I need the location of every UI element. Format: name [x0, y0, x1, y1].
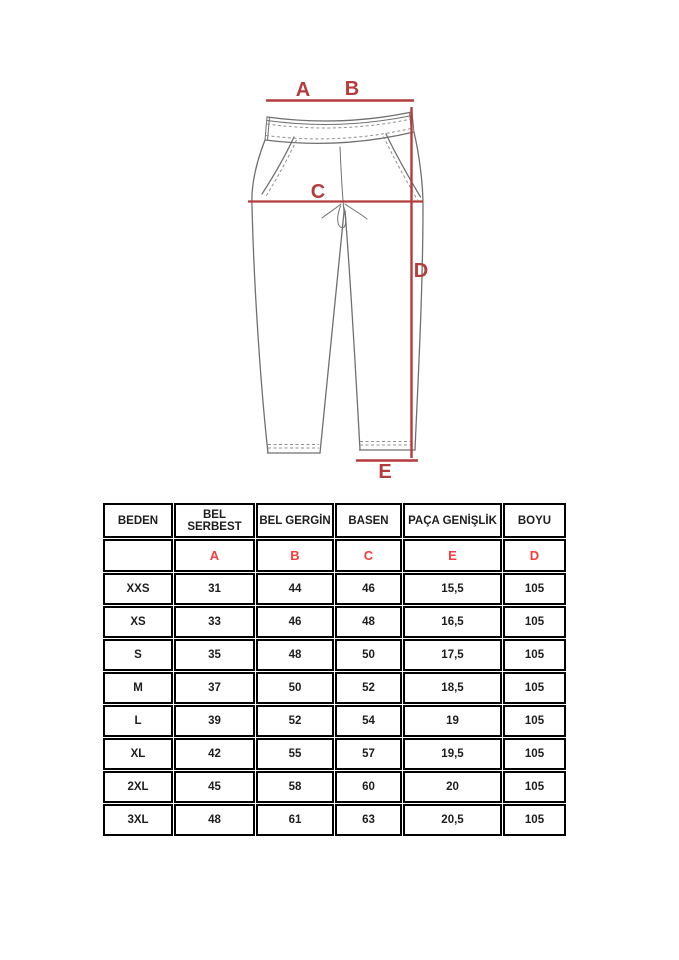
diagram-label-c: C	[310, 181, 326, 203]
table-row	[103, 639, 566, 671]
value-cell: 46	[256, 606, 334, 638]
drawstring-loop	[338, 206, 346, 228]
header-bel-serbest: BEL SERBEST	[174, 503, 255, 538]
value-cell: 50	[335, 639, 402, 671]
value-cell: 17,5	[403, 639, 502, 671]
diagram-label-b: B	[344, 78, 360, 100]
left-pocket-curve	[262, 137, 294, 194]
size-cell: 2XL	[103, 771, 173, 803]
value-cell: 58	[256, 771, 334, 803]
value-cell: 54	[335, 705, 402, 737]
value-cell: 15,5	[403, 573, 502, 605]
value-cell: 105	[503, 771, 566, 803]
header-paca-genislik: PAÇA GENİŞLİK	[403, 503, 502, 538]
value-cell: 48	[256, 639, 334, 671]
table-row	[103, 771, 566, 803]
value-cell: 105	[503, 672, 566, 704]
table-header-row	[103, 503, 566, 538]
diagram-label-a: A	[295, 79, 311, 101]
value-cell: 19,5	[403, 738, 502, 770]
left-leg-inseam	[320, 212, 344, 453]
value-cell: 44	[256, 573, 334, 605]
value-cell: 20,5	[403, 804, 502, 836]
value-cell: 57	[335, 738, 402, 770]
value-cell: 50	[256, 672, 334, 704]
left-side-seam	[252, 140, 268, 453]
size-cell: L	[103, 705, 173, 737]
value-cell: 52	[256, 705, 334, 737]
value-cell: 35	[174, 639, 255, 671]
value-cell: 105	[503, 738, 566, 770]
diagram-label-e: E	[378, 461, 392, 483]
header-beden: BEDEN	[103, 503, 173, 538]
value-cell: 105	[503, 573, 566, 605]
size-cell: XS	[103, 606, 173, 638]
value-cell: 48	[335, 606, 402, 638]
size-cell: S	[103, 639, 173, 671]
value-cell: 20	[403, 771, 502, 803]
header-bel-gergin: BEL GERGİN	[256, 503, 334, 538]
value-cell: 60	[335, 771, 402, 803]
value-cell: 55	[256, 738, 334, 770]
value-cell: 63	[335, 804, 402, 836]
value-cell: 33	[174, 606, 255, 638]
value-cell: 61	[256, 804, 334, 836]
size-table	[102, 502, 567, 837]
right-leg-inseam	[345, 211, 360, 450]
value-cell: 105	[503, 639, 566, 671]
letter-cell-blank	[103, 539, 173, 572]
value-cell: 37	[174, 672, 255, 704]
table-row	[103, 705, 566, 737]
letter-cell-a: A	[174, 539, 255, 572]
value-cell: 16,5	[403, 606, 502, 638]
header-basen: BASEN	[335, 503, 402, 538]
letter-cell-d: D	[503, 539, 566, 572]
size-cell: 3XL	[103, 804, 173, 836]
table-row	[103, 672, 566, 704]
table-row	[103, 573, 566, 605]
letter-cell-c: C	[335, 539, 402, 572]
value-cell: 52	[335, 672, 402, 704]
size-cell: M	[103, 672, 173, 704]
table-row	[103, 738, 566, 770]
header-boyu: BOYU	[503, 503, 566, 538]
table-letters-row	[103, 539, 566, 572]
value-cell: 105	[503, 804, 566, 836]
table-row	[103, 804, 566, 836]
value-cell: 46	[335, 573, 402, 605]
value-cell: 105	[503, 606, 566, 638]
value-cell: 48	[174, 804, 255, 836]
value-cell: 19	[403, 705, 502, 737]
waistband-bottom-edge	[265, 132, 414, 143]
table-row	[103, 606, 566, 638]
right-pocket-curve	[386, 134, 421, 197]
right-side-seam	[414, 132, 423, 450]
diagram-label-d: D	[413, 260, 429, 282]
left-hem-stitch	[268, 445, 319, 449]
value-cell: 45	[174, 771, 255, 803]
right-hem-stitch	[360, 442, 414, 446]
value-cell: 31	[174, 573, 255, 605]
letter-cell-b: B	[256, 539, 334, 572]
left-pocket-stitch	[266, 140, 297, 197]
size-cell: XXS	[103, 573, 173, 605]
value-cell: 18,5	[403, 672, 502, 704]
letter-cell-e: E	[403, 539, 502, 572]
value-cell: 39	[174, 705, 255, 737]
size-cell: XL	[103, 738, 173, 770]
drawstring-right	[345, 204, 367, 219]
value-cell: 105	[503, 705, 566, 737]
value-cell: 42	[174, 738, 255, 770]
